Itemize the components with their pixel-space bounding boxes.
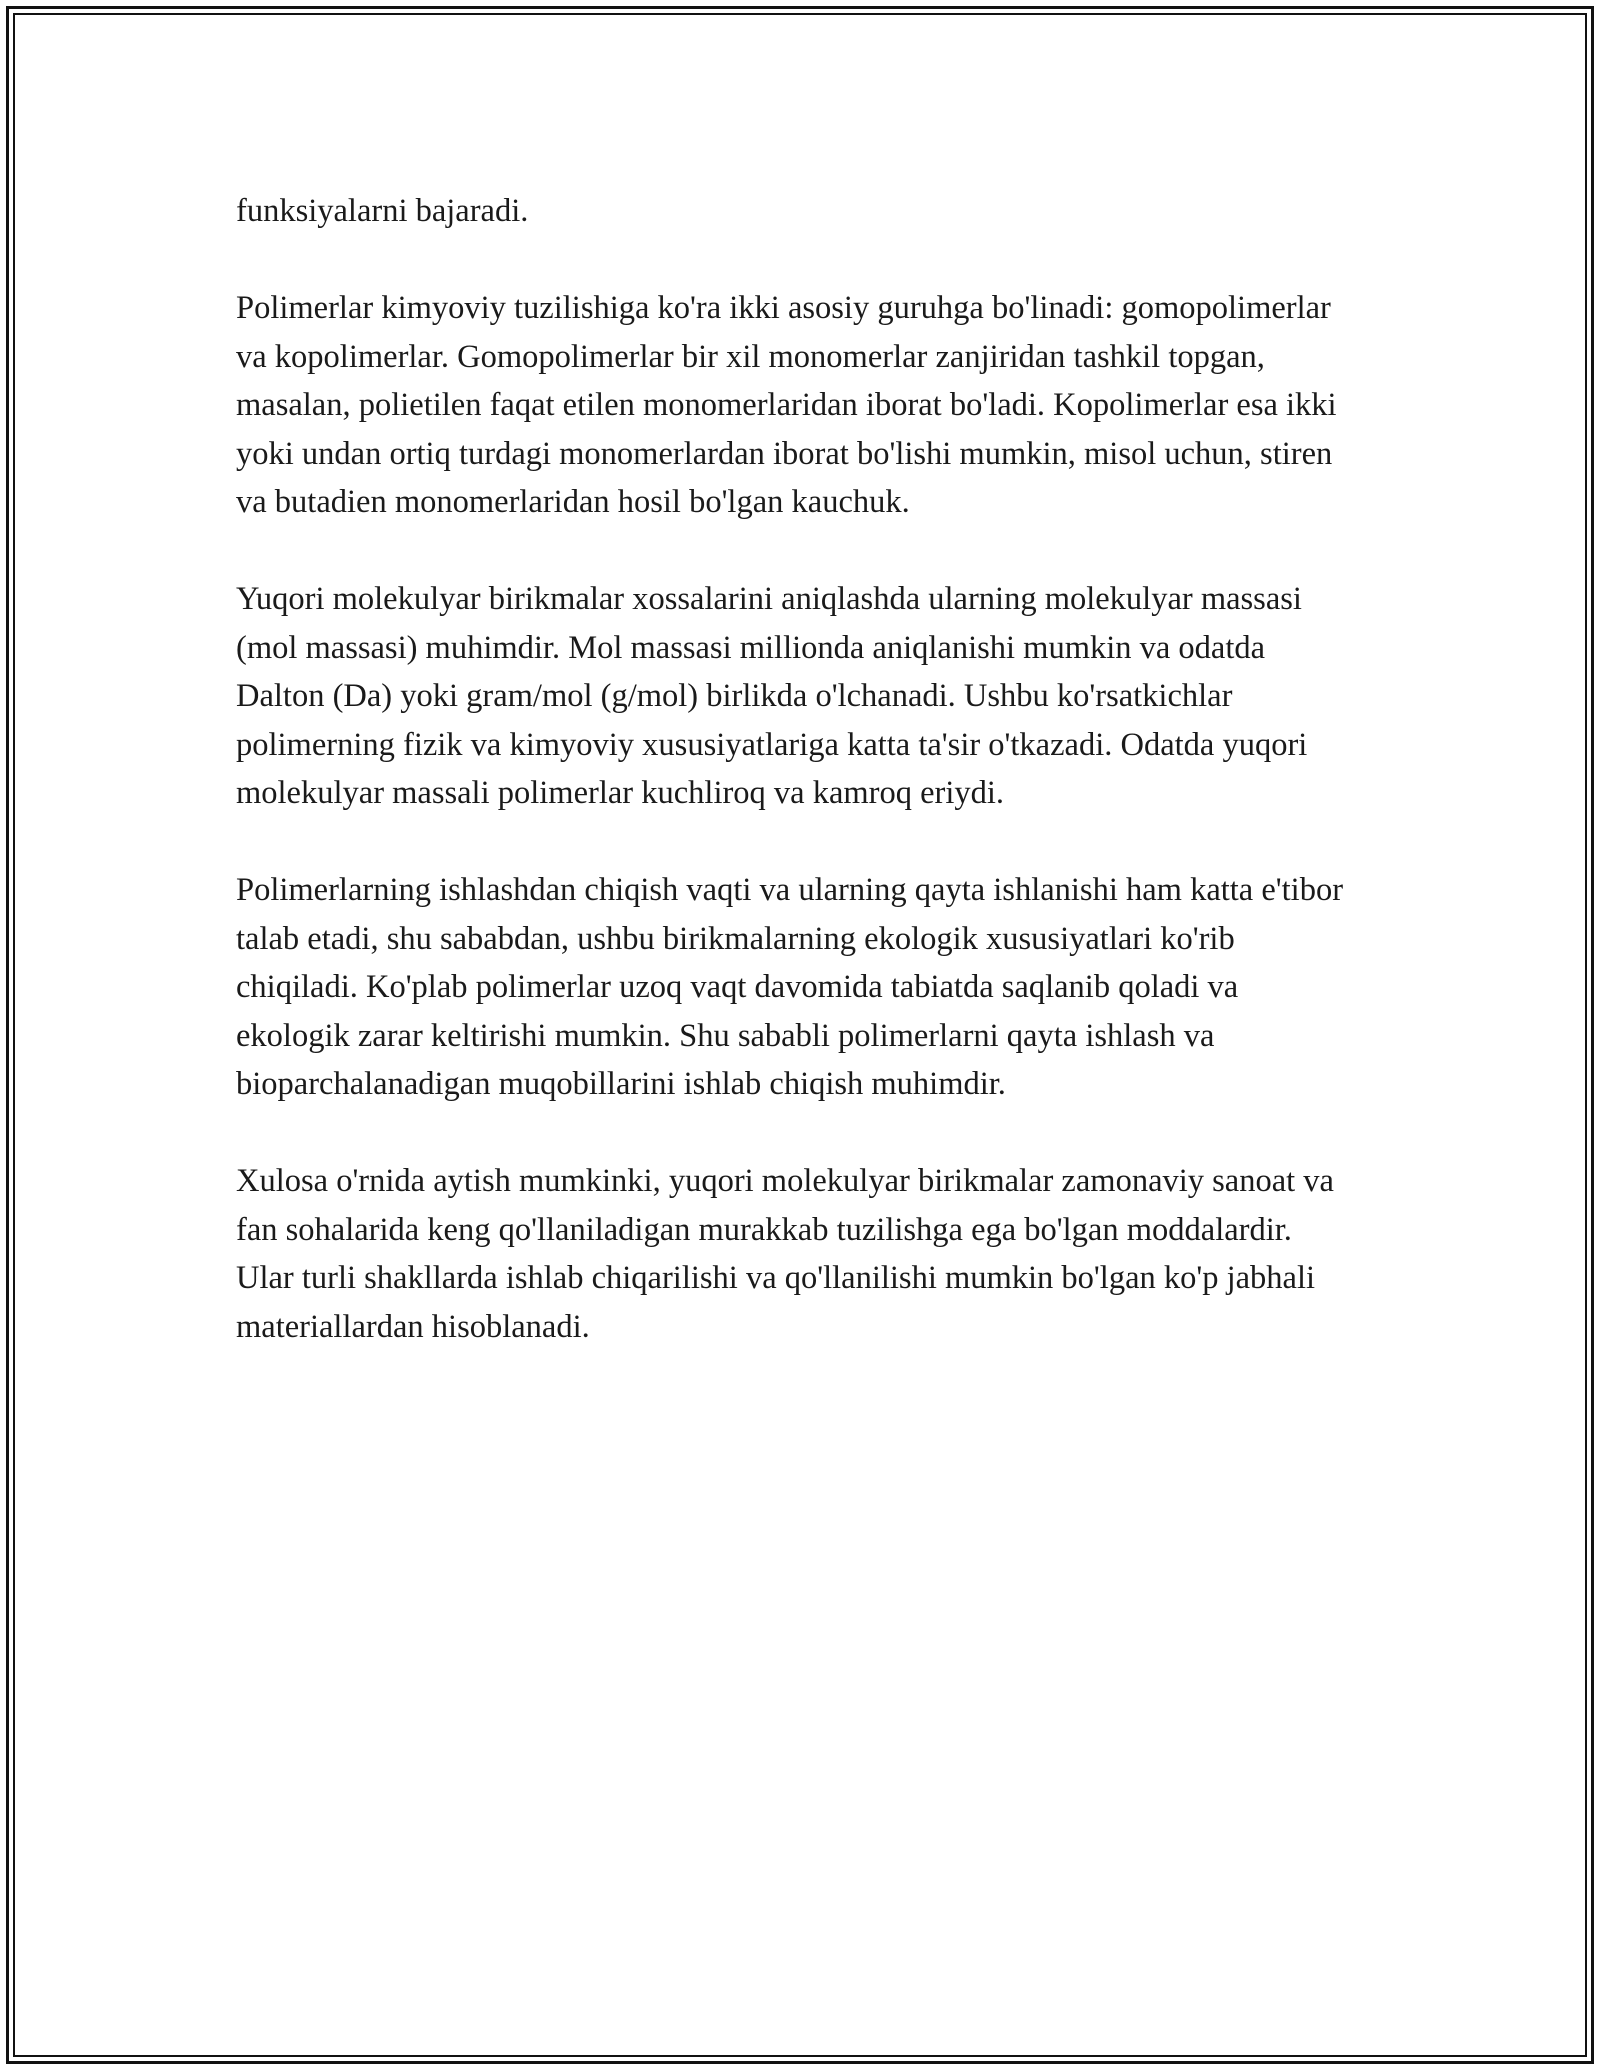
paragraph: Yuqori molekulyar birikmalar xossalarini aniqlashda ularning molekulyar massasi (mol massasi) muhimdir. Mol massasi millionda aniqlanishi mumkin va odatda Dalton (Da) yoki gram/mol (g/mol) birlikda o'lchanadi. Ushbu ko'rsatkichlar polimerning fizik va kimyoviy xususiyatlariga katta ta'sir o'tkazadi. Odatda yuqori molekulyar massali polimerlar kuchliroq va kamroq eriydi. xyxy=(236,581,1308,811)
document-body xyxy=(236,187,1356,1400)
paragraph: funksiyalarni bajaradi. xyxy=(236,193,529,229)
paragraph: Polimerlar kimyoviy tuzilishiga ko'ra ikki asosiy guruhga bo'linadi: gomopolimerlar va kopolimerlar. Gomopolimerlar bir xil monomerlar zanjiridan tashkil topgan, masalan, polietilen faqat etilen monomerlaridan iborat bo'ladi. Kopolimerlar esa ikki yoki undan ortiq turdagi monomerlardan iborat bo'lishi mumkin, misol uchun, stiren va butadien monomerlaridan hosil bo'lgan kauchuk. xyxy=(236,290,1337,520)
paragraph: Xulosa o'rnida aytish mumkinki, yuqori molekulyar birikmalar zamonaviy sanoat va fan sohalarida keng qo'llaniladigan murakkab tuzilishga ega bo'lgan moddalardir. Ular turli shakllarda ishlab chiqarilishi va qo'llanilishi mumkin bo'lgan ko'p jabhali materiallardan hisoblanadi. xyxy=(236,1163,1334,1345)
paragraph: Polimerlarning ishlashdan chiqish vaqti va ularning qayta ishlanishi ham katta e'tibor talab etadi, shu sababdan, ushbu birikmalarning ekologik xususiyatlari ko'rib chiqiladi. Ko'plab polimerlar uzoq vaqt davomida tabiatda saqlanib qoladi va ekologik zarar keltirishi mumkin. Shu sababli polimerlarni qayta ishlash va bioparchalanadigan muqobillarini ishlab chiqish muhimdir. xyxy=(236,872,1344,1102)
